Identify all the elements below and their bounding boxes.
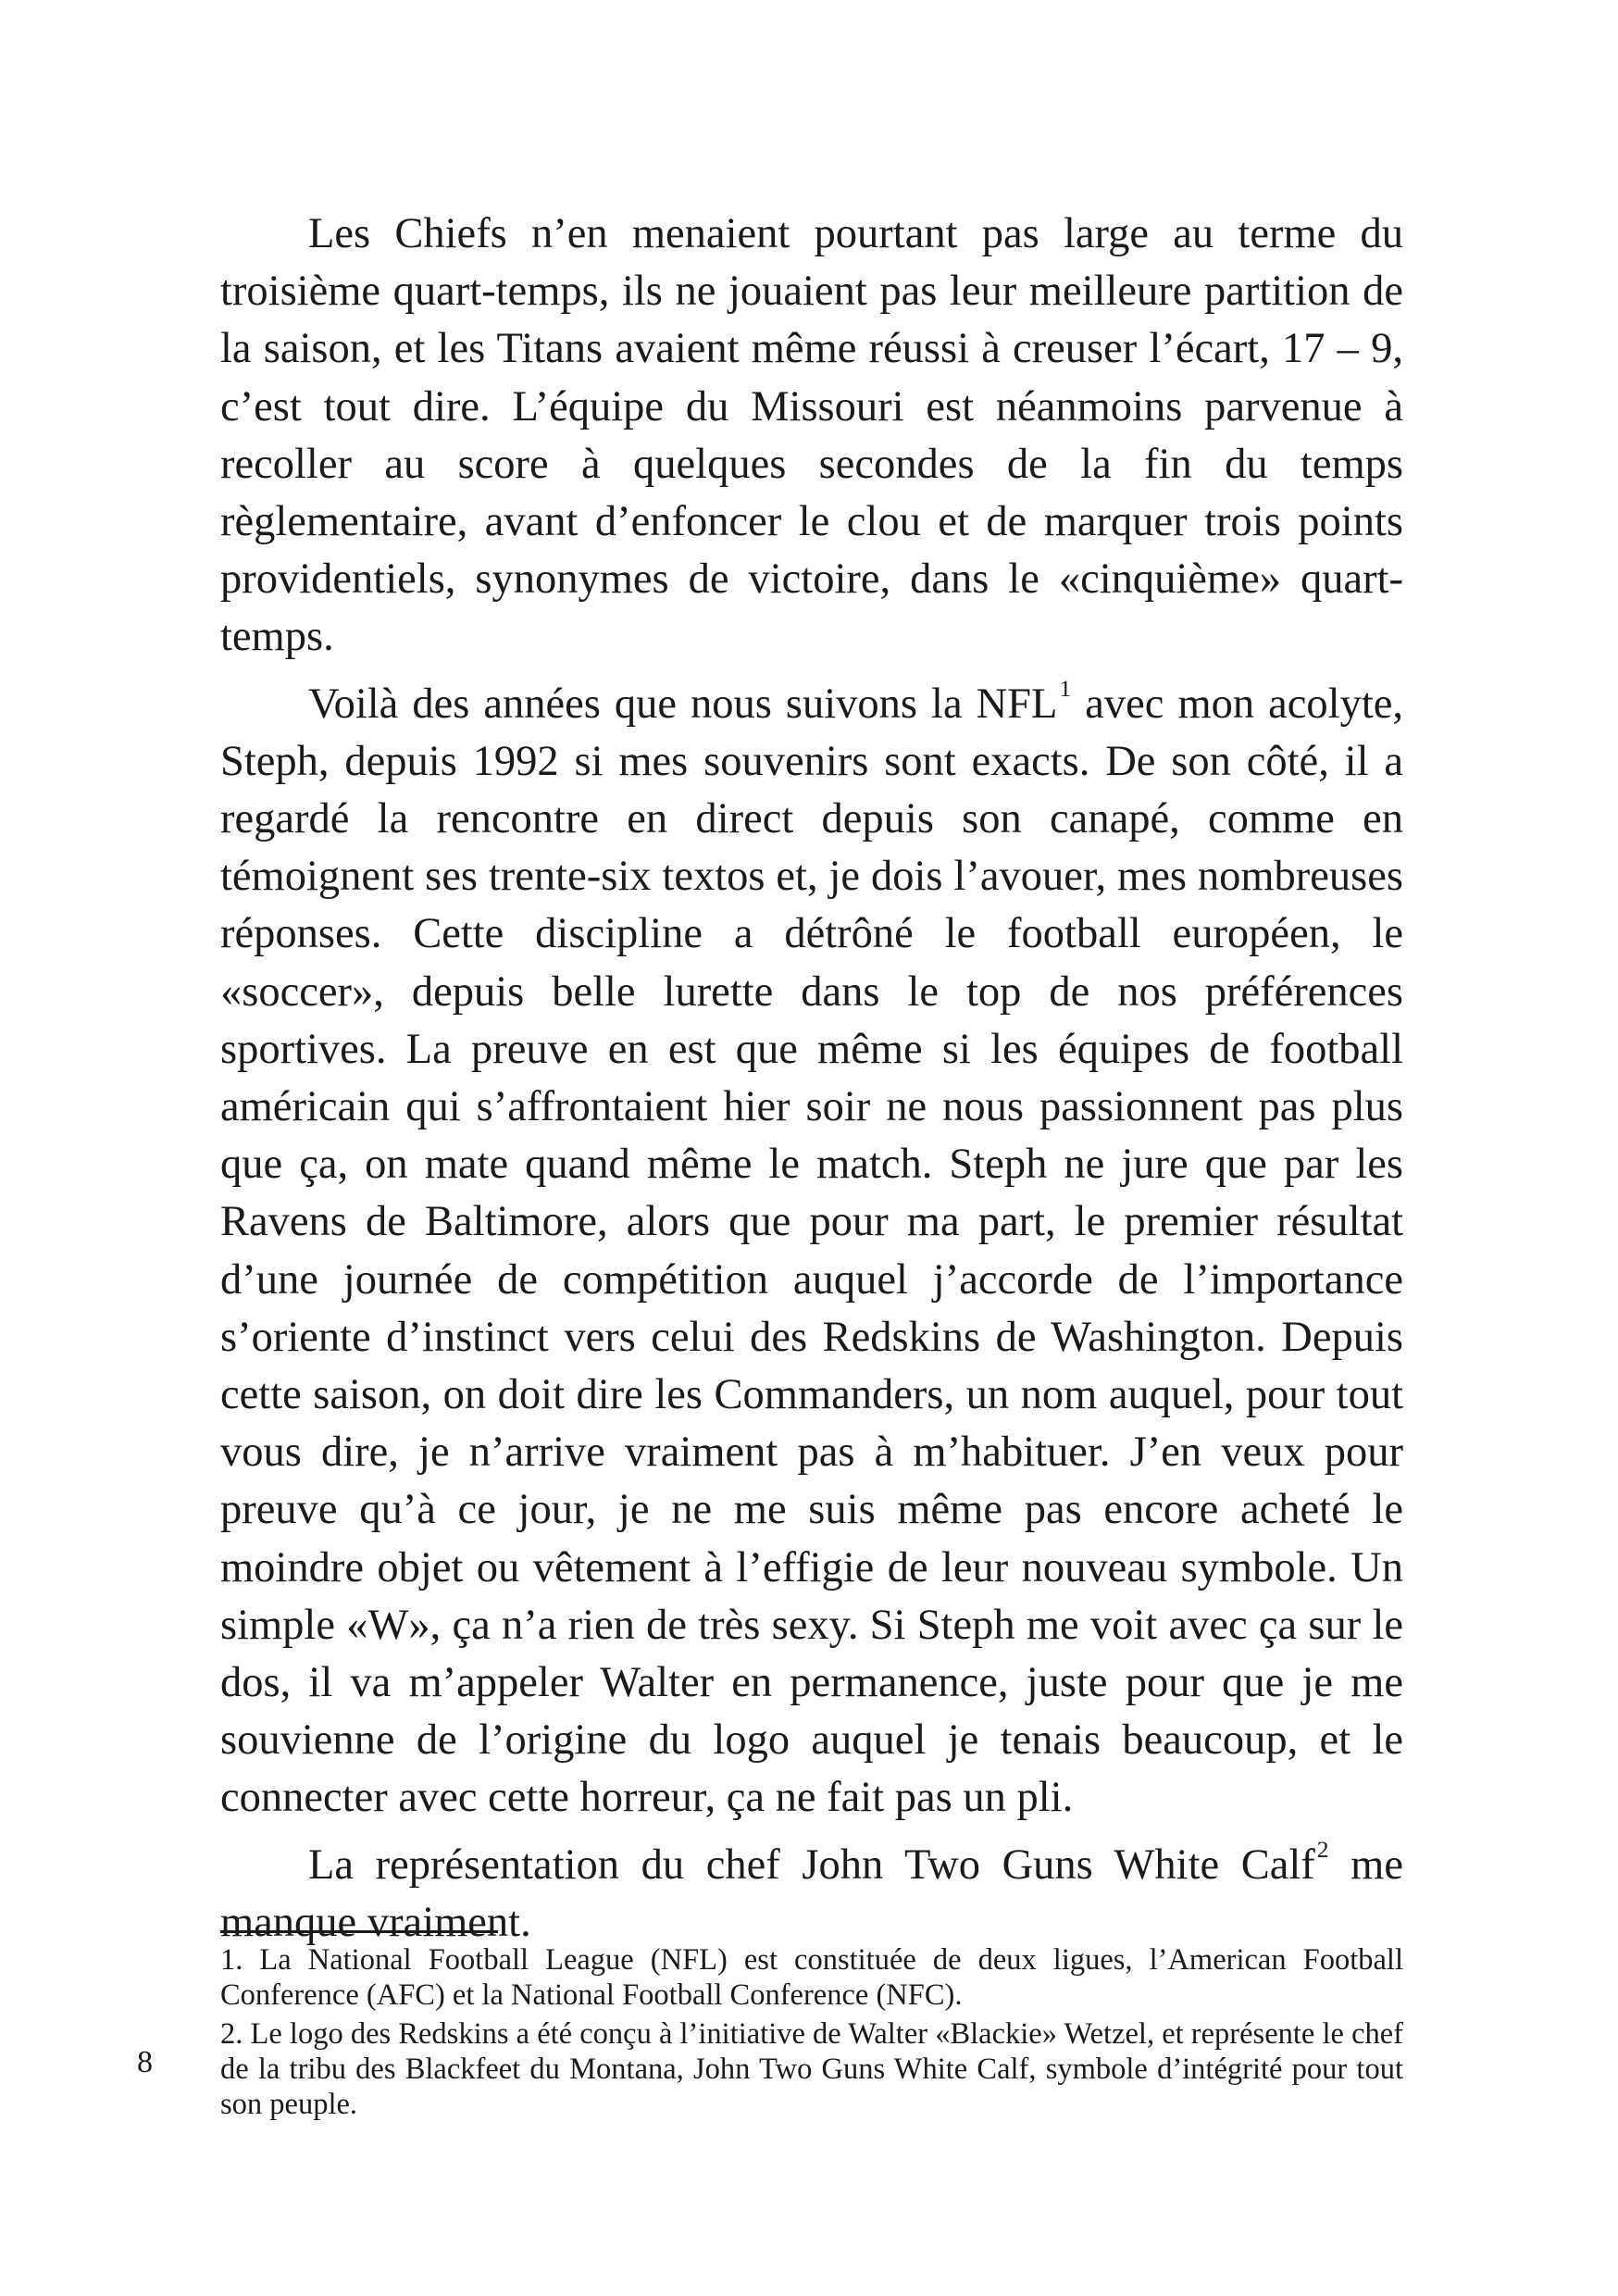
footnote-ref-2[interactable]: 2 bbox=[1316, 1835, 1329, 1863]
footnote-divider bbox=[220, 1930, 498, 1933]
paragraph-text: Les Chiefs n’en menaient pourtant pas large au terme du troisième quart-temps, ils ne jouaient pas leur meilleure partition de la saison, et les Titans avaient même réussi à creuser l’écart, 17 – 9, c’est tout dire. L’équipe du Missouri est néanmoins parvenue à recoller au score à quelques secondes de la fin du temps règlementaire, avant d’enfoncer le clou et de marquer trois points providentiels, synonymes de victoire, dans le «cinquième» quart-temps. bbox=[220, 210, 1403, 661]
paragraph-text-start: Voilà des années que nous suivons la NFL bbox=[308, 680, 1058, 728]
paragraph-text-end: avec mon acolyte, Steph, depuis 1992 si mes souvenirs sont exacts. De son côté, il a regardé la rencontre en direct depuis son canapé, comme en témoignent ses trente-six textos et, je dois l’avouer, mes nombreuses réponses. Cette discipline a détrôné le football européen, le «soccer», depuis belle lurette dans le top de nos préférences sportives. La preuve en est que même si les équipes de football américain qui s’affrontaient hier soir ne nous passionnent pas plus que ça, on mate quand même le match. Steph ne jure que par les Ravens de Baltimore, alors que pour ma part, le premier résultat d’une journée de compétition auquel j’accorde de l’importance s’oriente d’instinct vers celui des Redskins de Washington. Depuis cette saison, on doit dire les Commanders, un nom auquel, pour tout vous dire, je n’arrive vraiment pas à m’habituer. J’en veux pour preuve qu’à ce jour, je ne me suis même pas encore acheté le moindre objet ou vêtement à l’effigie de leur nouveau symbole. Un simple «W», ça n’a rien de très sexy. Si Steph me voit avec ça sur le dos, il va m’appeler Walter en permanence, juste pour que je me souvienne de l’origine du logo auquel je tenais beaucoup, et le connecter avec cette horreur, ça ne fait pas un pli. bbox=[220, 680, 1404, 1822]
body-text bbox=[220, 206, 1403, 1952]
footnotes bbox=[220, 1942, 1403, 2126]
paragraph-nfl-steph bbox=[220, 676, 1403, 1828]
footnote-2: 2. Le logo des Redskins a été conçu à l’initiative de Walter «Blackie» Wetzel, et représente le chef de la tribu des Blackfeet du Montana, John Two Guns White Calf, symbole d’intégrité pour tout son peuple. bbox=[220, 2017, 1403, 2121]
paragraph-text-end: me manque vraiment. bbox=[220, 1841, 1403, 1946]
paragraph-chief-representation bbox=[220, 1837, 1403, 1952]
paragraph-chiefs-titans bbox=[220, 206, 1403, 667]
paragraph-text-start: La représentation du chef John Two Guns White Calf bbox=[308, 1841, 1315, 1889]
footnote-1: 1. La National Football League (NFL) est constituée de deux ligues, l’American Football Conference (AFC) et la National Football Conference (NFC). bbox=[220, 1943, 1403, 2012]
page-number: 8 bbox=[137, 2045, 153, 2079]
footnote-ref-1[interactable]: 1 bbox=[1059, 674, 1072, 702]
